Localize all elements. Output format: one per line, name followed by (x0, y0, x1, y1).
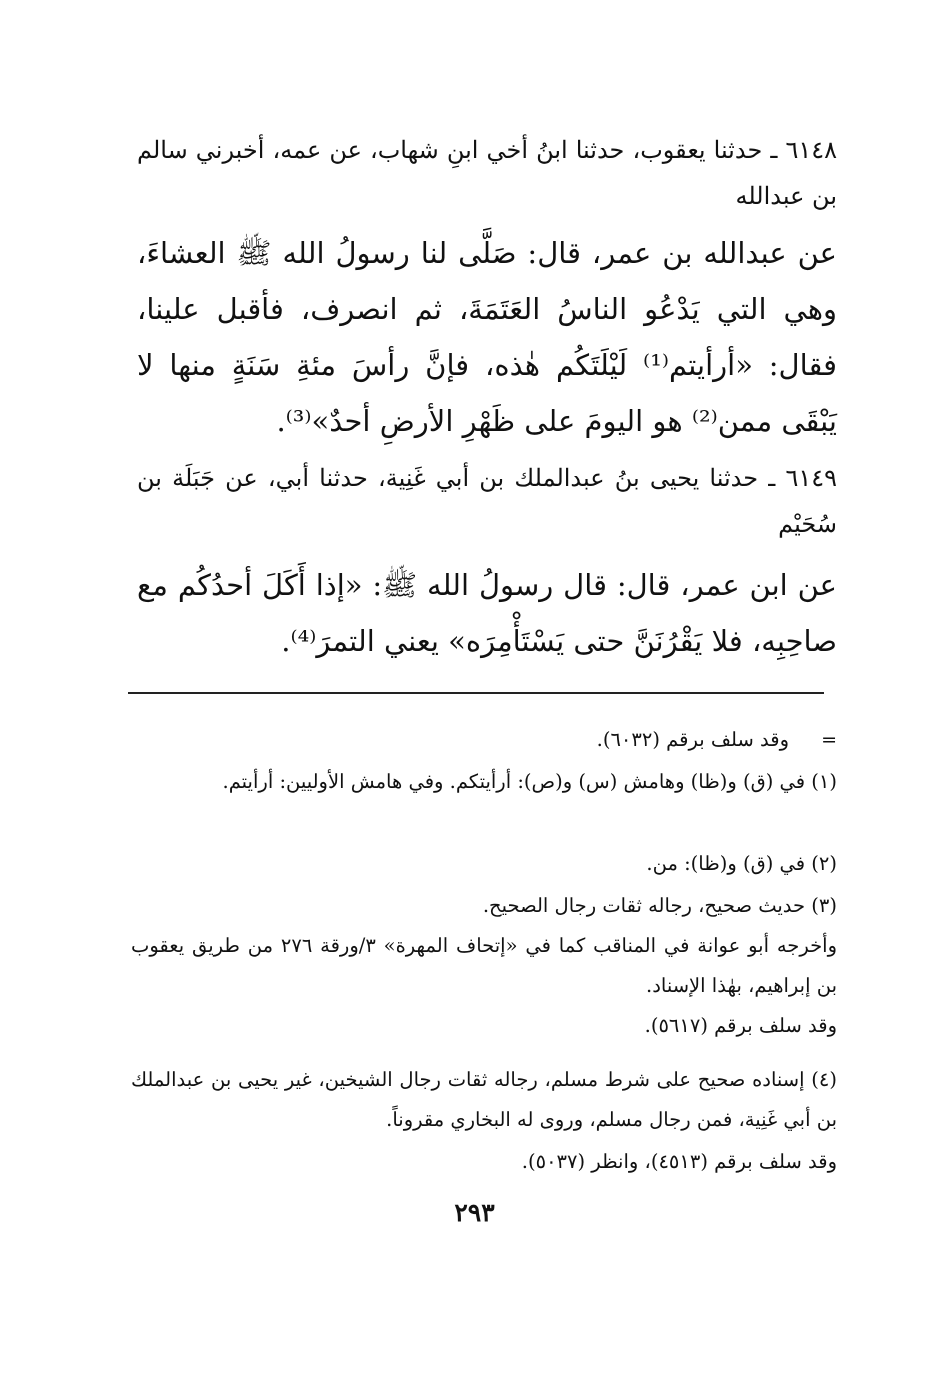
hadith-6149-matn: عن ابن عمر، قال: قال رسولُ الله ﷺ: «إذا أَكَلَ أحدُكُم مع صاحِبِه، فلا يَقْرُنَنَّ حتى يَسْتَأْمِرَه» يعني التمرَ⁽⁴⁾. (137, 568, 837, 658)
footnote-3-line-1: (٣) حديث صحيح، رجاله ثقات رجال الصحيح. (482, 894, 837, 917)
footnote-4-line-2: وقد سلف برقم (٤٥١٣)، وانظر (٥٠٣٧). (521, 1150, 837, 1173)
footnote-1: (١) في (ق) و(ظا) وهامش (س) و(ص): أرأيتكم. وفي هامش الأوليين: أرأيتم. (222, 770, 837, 793)
footnote-4-line-1: (٤) إسناده صحيح على شرط مسلم، رجاله ثقات رجال الشيخين، غير يحيى بن عبدالملك بن أبي غَنِية، فمن رجال مسلم، وروى له البخاري مقروناً. (131, 1068, 837, 1131)
hadith-6148-isnad: ٦١٤٨ ـ حدثنا يعقوب، حدثنا ابنُ أخي ابنِ شهاب، عن عمه، أخبرني سالم بن عبدالله (137, 136, 837, 210)
footnote-separator (128, 692, 824, 694)
hadith-6148-matn: عن عبدالله بن عمر، قال: صَلَّى لنا رسولُ الله ﷺ العشاءَ، وهي التي يَدْعُو الناسُ العَتَمَةَ، ثم انصرف، فأقبل علينا، فقال: «أرأيتم⁽¹⁾ لَيْلَتَكُم هٰذه، فإنَّ رأسَ مئةِ سَنَةٍ منها لا يَبْقَى ممن⁽²⁾ هو اليومَ على ظَهْرِ الأرضِ أحدٌ»⁽³⁾. (137, 236, 837, 438)
footnote-3-line-3: وقد سلف برقم (٥٦١٧). (644, 1014, 837, 1037)
footnote-continuation: وقد سلف برقم (٦٠٣٢). (596, 728, 789, 751)
page-number: ٢٩٣ (454, 1198, 495, 1227)
footnote-2: (٢) في (ق) و(ظا): من. (646, 852, 837, 875)
hadith-6149-isnad: ٦١٤٩ ـ حدثنا يحيى بنُ عبدالملك بن أبي غَنِية، حدثنا أبي، عن جَبَلَة بن سُحَيْم (137, 464, 837, 538)
footnote-3-line-2: وأخرجه أبو عوانة في المناقب كما في «إتحاف المهرة» ٣/ورقة ٢٧٦ من طريق يعقوب بن إبراهيم، بهٰذا الإسناد. (131, 934, 837, 997)
footnote-continuation-mark: = (821, 729, 837, 751)
